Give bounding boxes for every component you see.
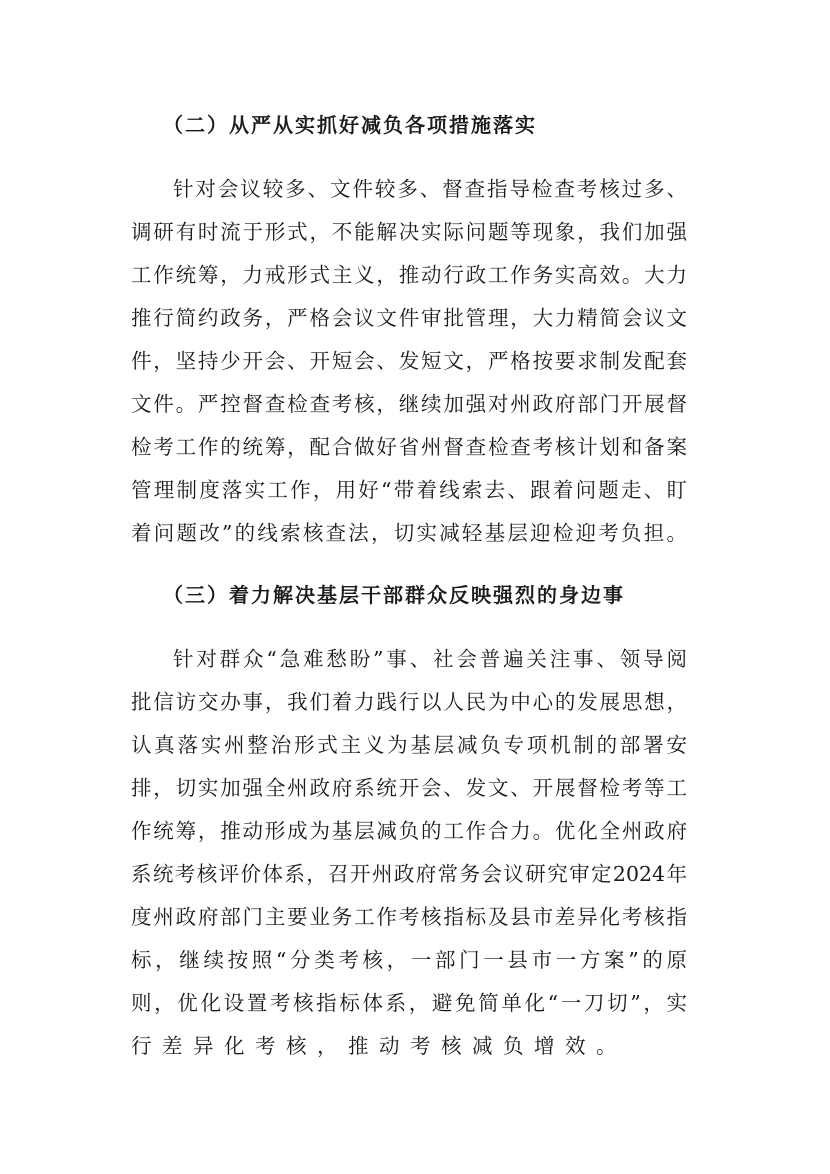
text-line: 度州政府部门主要业务工作考核指标及县市差异化考核指 bbox=[131, 905, 687, 929]
text-line: 针对群众“急难愁盼”事、社会普遍关注事、领导阅 bbox=[173, 647, 687, 671]
text-line: 标，继续按照“分类考核，一部门一县市一方案”的原 bbox=[131, 948, 687, 972]
text-line: 作统筹，推动形成为基层减负的工作合力。优化全州政府 bbox=[131, 819, 687, 843]
text-line: 排，切实加强全州政府系统开会、发文、开展督检考等工 bbox=[131, 776, 687, 800]
text-line: 调研有时流于形式，不能解决实际问题等现象，我们加强 bbox=[131, 220, 687, 244]
section-2-heading: （二）从严从实抓好减负各项措施落实 bbox=[163, 113, 537, 137]
text-line: 检考工作的统筹，配合做好省州督查检查考核计划和备案 bbox=[131, 435, 687, 459]
section-3-heading: （三）着力解决基层干部群众反映强烈的身边事 bbox=[163, 583, 625, 607]
text-line: 件，坚持少开会、开短会、发短文，严格按要求制发配套 bbox=[131, 349, 687, 373]
text-line: 管理制度落实工作，用好“带着线索去、跟着问题走、盯 bbox=[131, 478, 687, 502]
text-line: 针对会议较多、文件较多、督查指导检查考核过多、 bbox=[173, 177, 687, 201]
text-line: 文件。严控督查检查考核，继续加强对州政府部门开展督 bbox=[131, 392, 687, 416]
section-2-paragraph bbox=[131, 168, 687, 555]
text-line: 批信访交办事，我们着力践行以人民为中心的发展思想， bbox=[131, 690, 687, 714]
text-line: 认真落实州整治形式主义为基层减负专项机制的部署安 bbox=[131, 733, 687, 757]
text-line: 则，优化设置考核指标体系，避免简单化“一刀切”，实 bbox=[131, 991, 687, 1015]
text-line: 系统考核评价体系，召开州政府常务会议研究审定2024年 bbox=[131, 862, 687, 886]
text-line: 着问题改”的线索核查法，切实减轻基层迎检迎考负担。 bbox=[131, 521, 687, 545]
text-line: 推行简约政务，严格会议文件审批管理，大力精简会议文 bbox=[131, 306, 687, 330]
text-line: 工作统筹，力戒形式主义，推动行政工作务实高效。大力 bbox=[131, 263, 687, 287]
section-3-paragraph bbox=[131, 638, 687, 1068]
text-line: 行差异化考核，推动考核减负增效。 bbox=[131, 1034, 627, 1058]
